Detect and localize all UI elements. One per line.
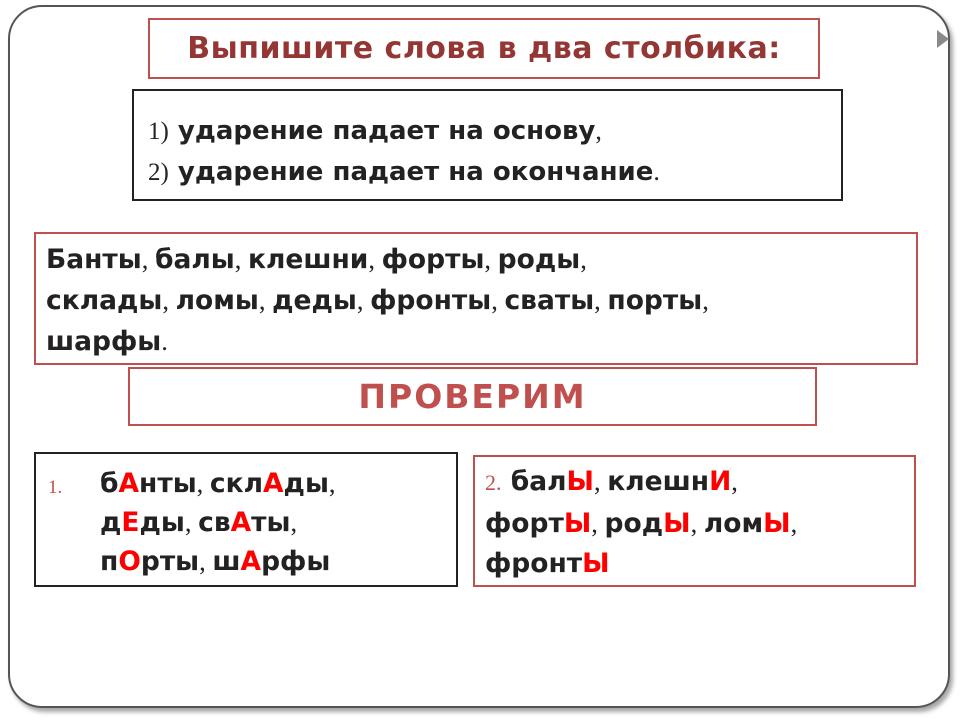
word-line-3 <box>46 321 916 362</box>
rule-number: 2) <box>148 159 169 186</box>
slide-corner-triangle-icon <box>937 30 949 48</box>
separator: , <box>594 466 608 496</box>
separator: , <box>731 466 738 496</box>
separator: , <box>328 468 336 498</box>
separator: , <box>162 285 176 315</box>
separator: , <box>356 285 371 315</box>
rule-end-punct: , <box>595 116 602 145</box>
word: порты <box>607 285 703 316</box>
word: склады <box>46 285 163 316</box>
word-list-box <box>34 232 918 365</box>
stressed-letter: Ы <box>663 508 691 539</box>
answer-line-3 <box>485 544 914 584</box>
word-part: ты <box>251 507 291 538</box>
instruction-box <box>132 89 843 201</box>
answer-line-2 <box>485 503 914 544</box>
separator: , <box>591 508 605 538</box>
word: клешни <box>247 244 369 275</box>
stressed-letter: А <box>263 468 284 499</box>
separator: , <box>141 244 155 274</box>
separator: , <box>199 546 213 576</box>
word-part: бал <box>510 466 567 497</box>
word: сваты <box>504 285 595 316</box>
word: деды <box>272 285 357 316</box>
word-part: род <box>604 508 664 539</box>
separator: , <box>484 244 498 274</box>
separator: , <box>234 244 248 274</box>
stressed-letter: А <box>240 546 262 577</box>
separator: , <box>184 507 199 537</box>
separator: , <box>491 285 505 315</box>
word-part: клешн <box>607 466 710 497</box>
separator: , <box>690 508 704 538</box>
word-part: ш <box>212 546 241 577</box>
word: роды <box>497 244 581 275</box>
word-part: фронт <box>485 548 583 579</box>
word: ломы <box>175 285 259 316</box>
separator: , <box>580 244 587 274</box>
rule-line-2 <box>148 152 841 193</box>
rule-number: 1) <box>148 118 169 145</box>
answer-column-1 <box>34 452 458 587</box>
list-marker: 2. <box>485 470 502 495</box>
word-part: лом <box>703 508 764 539</box>
rule-text: ударение падает на основу <box>177 116 596 146</box>
rule-line-1 <box>148 111 841 152</box>
stressed-letter: О <box>118 546 141 577</box>
word: форты <box>381 244 485 275</box>
stressed-letter: Ы <box>763 508 791 539</box>
stressed-letter: А <box>118 468 140 499</box>
separator: , <box>594 285 608 315</box>
answer-line-1 <box>100 464 336 503</box>
separator: , <box>702 285 709 315</box>
rule-end-punct: . <box>653 157 660 186</box>
word-part: скл <box>209 468 264 499</box>
rule-text: ударение падает на окончание <box>177 157 654 187</box>
word-part: рты <box>140 546 200 577</box>
column-lines <box>100 464 336 581</box>
list-marker: 1. <box>48 477 63 498</box>
separator: , <box>258 285 273 315</box>
stressed-letter: Е <box>121 507 140 538</box>
separator: , <box>368 244 382 274</box>
answer-column-2 <box>473 455 916 587</box>
word-part: б <box>100 468 119 499</box>
word-line-2 <box>46 280 916 321</box>
separator: , <box>196 468 210 498</box>
word-part: нты <box>139 468 197 499</box>
word-part: ды <box>283 468 329 499</box>
word-part: п <box>100 546 119 577</box>
answer-line-1 <box>485 461 914 503</box>
word: Банты <box>46 244 142 275</box>
word-part: св <box>198 507 231 538</box>
stressed-letter: Ы <box>566 466 594 497</box>
separator: . <box>161 326 168 356</box>
separator: , <box>790 508 798 538</box>
answer-line-2 <box>100 503 336 542</box>
check-heading: ПРОВЕРИМ <box>128 367 817 426</box>
stressed-letter: А <box>230 507 252 538</box>
answer-line-3 <box>100 542 336 581</box>
stressed-letter: И <box>709 466 732 497</box>
slide-title: Выпишите слова в два столбика: <box>148 18 820 79</box>
stressed-letter: Ы <box>582 548 610 579</box>
stressed-letter: Ы <box>563 508 592 539</box>
word-part: рфы <box>261 546 331 577</box>
word: фронты <box>370 285 492 316</box>
word-line-1 <box>46 239 916 280</box>
word: балы <box>154 244 235 275</box>
word: шарфы <box>46 326 162 357</box>
word-part: д <box>100 507 122 538</box>
separator: , <box>290 507 298 537</box>
word-part: ды <box>139 507 185 538</box>
word-part: форт <box>485 508 564 539</box>
